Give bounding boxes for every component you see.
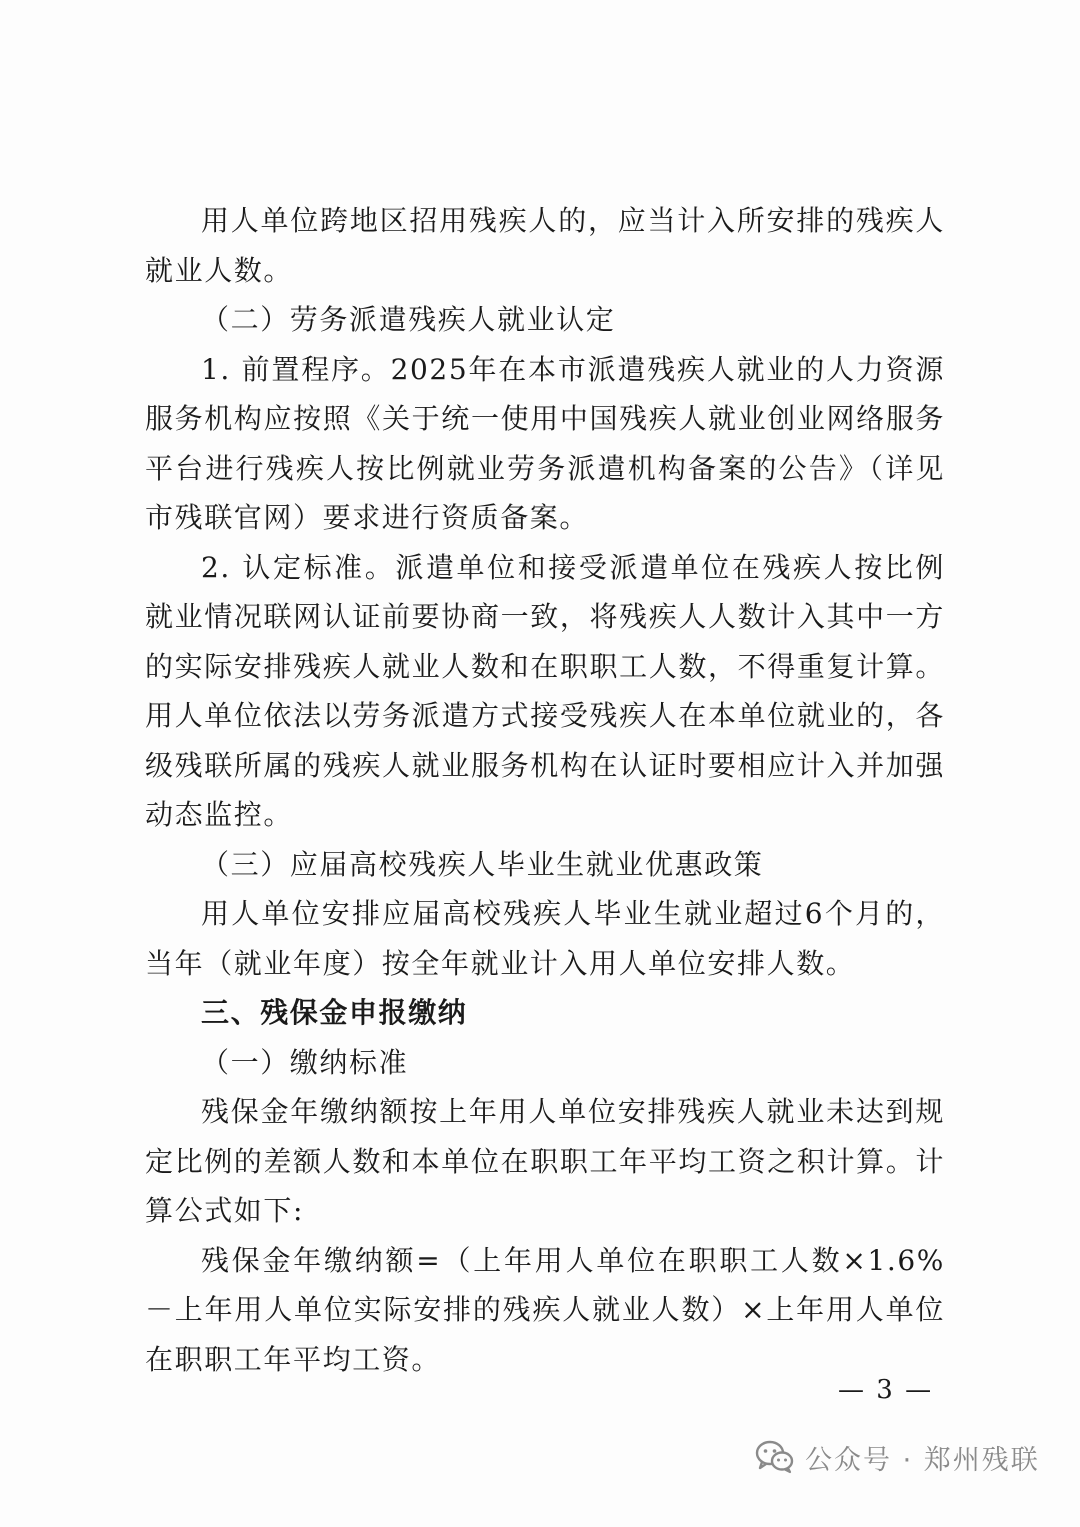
- paragraph-preliminary-procedure: 1. 前置程序。2025年在本市派遣残疾人就业的人力资源服务机构应按照《关于统一使用中国残疾人就业创业网络服务平台进行残疾人按比例就业劳务派遣机构备案的公告》（详见市残联官网）要求进行资质备案。: [145, 352, 945, 534]
- subheading-payment-standard: （一）缴纳标准: [201, 1045, 409, 1079]
- subheading-dispatch: （二）劳务派遣残疾人就业认定: [201, 303, 616, 336]
- paragraph-payment-basis: 残保金年缴纳额按上年用人单位安排残疾人就业未达到规定比例的差额人数和本单位在职职工年平均工资之积计算。计算公式如下:: [145, 1095, 945, 1227]
- document-body: [145, 196, 945, 1384]
- paragraph-formula: 残保金年缴纳额=（上年用人单位在职职工人数×1.6%－上年用人单位实际安排的残疾人就业人数）×上年用人单位在职职工年平均工资。: [145, 1243, 945, 1376]
- watermark-label: 公众号 · 郑州残联: [805, 1444, 1040, 1476]
- subheading-graduates: （三）应届高校残疾人毕业生就业优惠政策: [201, 847, 764, 881]
- wechat-icon: [755, 1440, 795, 1474]
- paragraph-recognition-standard: 2. 认定标准。派遣单位和接受派遣单位在残疾人按比例就业情况联网认证前要协商一致，将残疾人人数计入其中一方的实际安排残疾人就业人数和在职职工人数，不得重复计算。用人单位依法以劳务派遣方式接受残疾人在本单位就业的，各级残联所属的残疾人就业服务机构在认证时要相应计入并加强动态监控。: [145, 550, 945, 831]
- paragraph-graduates-policy: 用人单位安排应届高校残疾人毕业生就业超过6个月的，当年（就业年度）按全年就业计入用人单位安排人数。: [145, 897, 945, 980]
- watermark: [755, 1437, 1040, 1477]
- page-number: — 3 —: [838, 1375, 934, 1405]
- heading-levy-declaration: 三、残保金申报缴纳: [201, 996, 468, 1029]
- paragraph-cross-region: 用人单位跨地区招用残疾人的，应当计入所安排的残疾人就业人数。: [145, 204, 945, 287]
